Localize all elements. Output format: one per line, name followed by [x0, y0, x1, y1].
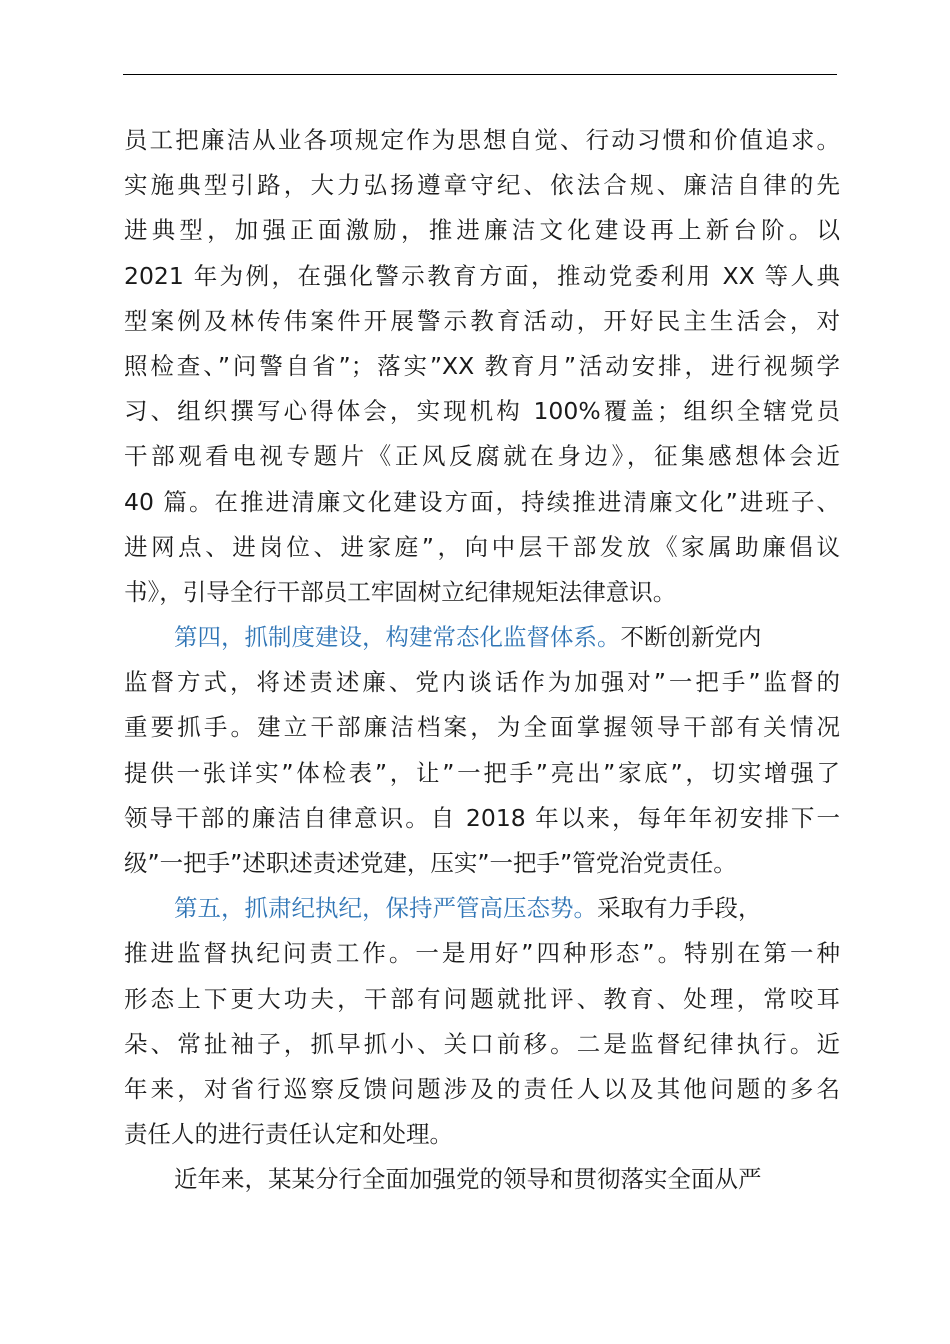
closing-paragraph-line: 近年来，某某分行全面加强党的领导和贯彻落实全面从严: [174, 1165, 762, 1194]
text-line: 实施典型引路，大力弘扬遵章守纪、依法合规、廉洁自律的先: [124, 171, 840, 200]
document-body: [124, 118, 840, 1203]
section-four-first-line: [124, 615, 840, 660]
text-line: 监督方式，将述责述廉、党内谈话作为加强对”一把手”监督的: [124, 668, 840, 697]
section-four-first-tail: 不断创新党内: [620, 623, 762, 652]
text-line: 责任人的进行责任认定和处理。: [124, 1120, 453, 1149]
section-five-heading: 第五，抓肃纪执纪，保持严管高压态势。: [174, 894, 597, 923]
text-line: 2021 年为例，在强化警示教育方面，推动党委利用 XX 等人典: [124, 261, 840, 290]
text-line: 年来，对省行巡察反馈问题涉及的责任人以及其他问题的多名: [124, 1074, 840, 1103]
text-line: 干部观看电视专题片《正风反腐就在身边》，征集感想体会近: [124, 442, 840, 471]
text-line: 推进监督执纪问责工作。一是用好”四种形态”。特别在第一种: [124, 939, 840, 968]
section-five-first-tail: 采取有力手段，: [597, 894, 762, 923]
text-line: 习、组织撰写心得体会，实现机构 100%覆盖；组织全辖党员: [124, 397, 840, 426]
text-line: 朵、常扯袖子，抓早抓小、关口前移。二是监督纪律执行。近: [124, 1029, 840, 1058]
text-line: 型案例及林传伟案件开展警示教育活动，开好民主生活会，对: [124, 306, 840, 335]
text-line: 进典型，加强正面激励，推进廉洁文化建设再上新台阶。以: [124, 216, 840, 245]
text-line: 重要抓手。建立干部廉洁档案，为全面掌握领导干部有关情况: [124, 713, 840, 742]
text-line: 领导干部的廉洁自律意识。自 2018 年以来，每年年初安排下一: [124, 803, 840, 832]
section-five-first-line: [124, 886, 840, 931]
text-line: 级”一把手”述职述责述党建，压实”一把手”管党治党责任。: [124, 849, 737, 877]
text-line: 提供一张详实”体检表”，让”一把手”亮出”家底”，切实增强了: [124, 758, 840, 787]
text-line: 员工把廉洁从业各项规定作为思想自觉、行动习惯和价值追求。: [124, 126, 840, 154]
section-four-heading: 第四，抓制度建设，构建常态化监督体系。: [174, 623, 621, 652]
text-line: 形态上下更大功夫，干部有问题就批评、教育、处理，常咬耳: [124, 984, 840, 1013]
text-line: 照检查、”问警自省”；落实”XX 教育月”活动安排，进行视频学: [124, 351, 840, 380]
text-line: 进网点、进岗位、进家庭”，向中层干部发放《家属助廉倡议: [124, 532, 840, 561]
text-line: 40 篇。在推进清廉文化建设方面，持续推进清廉文化”进班子、: [124, 487, 840, 516]
header-rule: [123, 74, 837, 75]
text-line: 书》，引导全行干部员工牢固树立纪律规矩法律意识。: [124, 577, 677, 606]
